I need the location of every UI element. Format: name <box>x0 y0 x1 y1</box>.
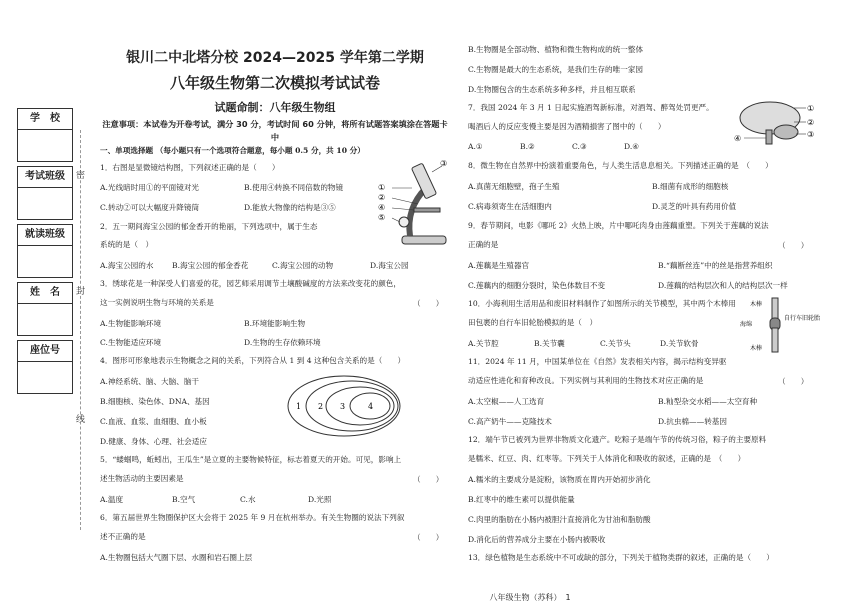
micro-label-2: ② <box>378 193 386 202</box>
question-3-line1: 3．绣球花是一种深受人们喜爱的花，园艺师采用调节土壤酸碱度的方法来改变花的颜色， <box>100 279 401 288</box>
q2-option-c: C.海宝公园的动物 <box>272 261 334 270</box>
seat-field[interactable] <box>17 361 73 394</box>
q11-option-a: A.太空椒——人工选育 <box>468 397 545 406</box>
q3-option-a: A.生物能影响环境 <box>100 319 162 328</box>
sidebar-label-exam-class: 考试班级 <box>17 166 73 188</box>
micro-label-3: ③ <box>440 159 448 168</box>
q6-option-c: C.生物圈是最大的生态系统，是我们生存的唯一家园 <box>468 65 644 74</box>
exam-notice: 注意事项：本试卷为开卷考试，满分 30 分，考试时间 60 分钟，将所有试题答案填涂在答题卡中 <box>102 119 448 142</box>
q6-option-b: B.生物圈是全部动物、植物和微生物构成的统一整体 <box>468 45 644 54</box>
question-7-line1: 7．我国 2024 年 3 月 1 日起实施酒驾新标准，对酒驾、醉驾处罚更严。 <box>468 103 714 112</box>
q12-option-d: D.消化后的营养成分主要在小肠内被吸收 <box>468 535 606 544</box>
question-6-line1: 6．第五届世界生物圈保护区大会将于 2025 年 9 月在杭州举办。有关生物圈的说法下列叙 <box>100 513 405 522</box>
seal-line <box>80 130 81 530</box>
sidebar-label-seat: 座位号 <box>17 340 73 362</box>
sidebar-label-name: 姓 名 <box>17 282 73 304</box>
question-1: 1．右图是显微镜结构图，下列叙述正确的是（ ） <box>100 163 280 172</box>
brain-label-1: ① <box>807 104 815 113</box>
sidebar-label-school: 学 校 <box>17 108 73 130</box>
q7-option-a: A.① <box>468 142 483 151</box>
q8-option-a: A.真菌无细胞壁，孢子生殖 <box>468 182 560 191</box>
q6-option-d: D.生物圈包含的生态系统多种多样，并且相互联系 <box>468 85 636 94</box>
sidebar-label-class: 就读班级 <box>17 224 73 246</box>
circle-label-2: 2 <box>318 402 324 411</box>
question-12-line2: 是糯米、红豆、肉、红枣等。下列关于人体消化和吸收的叙述，正确的是 （ ） <box>468 454 746 463</box>
q4-option-a: A.神经系统、脑、大脑、脑干 <box>100 377 200 386</box>
joint-label-stick-bottom: 木棒 <box>750 345 763 352</box>
section-title: 一、单项选择题 （每小题只有一个选项符合题意，每小题 0.5 分，共 10 分） <box>100 146 365 155</box>
q3-option-b: B.环境能影响生物 <box>244 319 306 328</box>
q5-option-c: C.水 <box>240 495 256 504</box>
q8-option-b: B.细菌有成形的细胞核 <box>652 182 729 191</box>
seal-char-mi: 密 <box>76 171 86 181</box>
circle-label-1: 1 <box>296 402 302 411</box>
q10-option-b: B.关节囊 <box>534 339 565 348</box>
question-10-line1: 10．小海利用生活用品和废旧材料制作了如图所示的关节模型，其中两个木棒用 <box>468 299 736 308</box>
exam-author: 试题命制：八年级生物组 <box>214 101 336 114</box>
question-5-line2: 述生物活动的主要因素是 <box>100 474 184 483</box>
q10-option-c: C.关节头 <box>600 339 631 348</box>
question-11-line2: 动适应性进化和育种改良。下列实例与其利用的生物技术对应正确的是 <box>468 376 704 385</box>
question-3-line2: 这一实例说明生物与环境的关系是 <box>100 298 214 307</box>
joint-model-figure <box>740 296 820 356</box>
q7-option-d: D.④ <box>624 142 640 151</box>
question-9-line2: 正确的是 <box>468 240 499 249</box>
nested-circles-figure <box>286 374 402 438</box>
q5-answer-paren: （ ） <box>413 475 444 484</box>
q3-option-c: C.生物能适应环境 <box>100 338 162 347</box>
page-footer: 八年级生物（苏科） 1 <box>489 593 571 602</box>
question-13: 13．绿色植物是生态系统中不可或缺的部分，下列关于植物类群的叙述，正确的是（ ） <box>468 553 774 562</box>
q12-option-b: B.红枣中的维生素可以提供能量 <box>468 495 575 504</box>
micro-label-4: ④ <box>378 203 386 212</box>
question-6-line2: 述不正确的是 <box>100 532 146 541</box>
q5-option-d: D.光照 <box>308 495 332 504</box>
q9-option-d: D.莲藕的结构层次和人的结构层次一样 <box>658 281 788 290</box>
joint-label-tire: 自行车旧轮胎 <box>784 315 820 322</box>
q11-option-c: C.高产奶牛——克隆技术 <box>468 417 552 426</box>
seal-char-feng: 封 <box>76 287 86 297</box>
q1-option-d: D.能放大物像的结构是③⑤ <box>244 203 336 212</box>
joint-label-sponge: 海绵 <box>740 321 753 328</box>
brain-label-3: ③ <box>807 130 815 139</box>
q11-option-b: B.籼型杂交水稻——太空育种 <box>658 397 758 406</box>
q3-answer-paren: （ ） <box>413 299 444 308</box>
question-2-line2: 系统的是（ ） <box>100 240 154 249</box>
circle-label-4: 4 <box>368 402 374 411</box>
question-5-line1: 5．“蝼蝈鸣，蚯蚓出，王瓜生”是立夏的主要物候特征，标志着夏天的开始。可见，影响上 <box>100 455 402 464</box>
q1-option-b: B.使用④转换不同倍数的物镜 <box>244 183 344 192</box>
question-12-line1: 12．端午节已被列为世界非物质文化遗产。吃粽子是端午节的传统习俗，粽子的主要原料 <box>468 435 767 444</box>
brain-label-4: ④ <box>734 134 742 143</box>
question-7-line2: 喝酒后人的反应变慢主要是因为酒精損害了图中的（ ） <box>468 122 666 131</box>
q9-option-b: B.“藕断丝连”中的丝是指营养组织 <box>658 261 773 270</box>
q12-option-c: C.肉里的脂肪在小肠内被胆汁直接消化为甘油和脂肪酸 <box>468 515 651 524</box>
q7-option-b: B.② <box>520 142 535 151</box>
q12-option-a: A.糯米的主要成分是淀粉，该物质在胃内开始初步消化 <box>468 475 651 484</box>
class-field[interactable] <box>17 245 73 278</box>
exam-title-school: 银川二中北塔分校 2024—2025 学年第二学期 <box>126 50 424 66</box>
exam-class-field[interactable] <box>17 187 73 220</box>
q8-option-c: C.病毒须寄生在活细胞内 <box>468 202 552 211</box>
q6-option-a: A.生物圈包括大气圈下层、水圈和岩石圈上层 <box>100 553 253 562</box>
q5-option-a: A.温度 <box>100 495 124 504</box>
question-2-line1: 2．五一期间海宝公园的郁金香开的艳丽，下列选项中，属于生态 <box>100 222 318 231</box>
micro-label-1: ① <box>378 183 386 192</box>
q8-option-d: D.灵芝的叶具有药用价值 <box>652 202 737 211</box>
q9-option-a: A.莲藕是生殖器官 <box>468 261 530 270</box>
school-field[interactable] <box>17 129 73 162</box>
seal-char-xian: 线 <box>76 415 86 425</box>
q1-option-a: A.光线暗时用①的平面镜对光 <box>100 183 200 192</box>
q11-option-d: D.抗虫棉——转基因 <box>658 417 727 426</box>
q4-option-b: B.细胞核、染色体、DNA、基因 <box>100 397 210 406</box>
q10-option-a: A.关节腔 <box>468 339 499 348</box>
question-4: 4．图形可形象地表示生物概念之间的关系，下列符合从 1 到 4 这种包含关系的是（ ） <box>100 356 406 365</box>
brain-label-2: ② <box>807 118 815 127</box>
q11-answer-paren: （ ） <box>778 377 809 386</box>
q3-option-d: D.生物的生存依赖环境 <box>244 338 321 347</box>
exam-title: 八年级生物第二次模拟考试试卷 <box>169 74 380 92</box>
question-10-line2: 田包裹的自行车旧轮胎模拟的是（ ） <box>468 318 598 327</box>
q9-option-c: C.莲藕内的细胞分裂时，染色体数目不变 <box>468 281 606 290</box>
question-9-line1: 9．春节期间，电影《哪吒 2》火热上映，片中哪吒肉身由莲藕重塑。下列关于莲藕的说法 <box>468 221 769 230</box>
q2-option-b: B.海宝公园的郁金香花 <box>172 261 249 270</box>
q10-option-d: D.关节软骨 <box>660 339 699 348</box>
q6-answer-paren: （ ） <box>413 533 444 542</box>
name-field[interactable] <box>17 303 73 336</box>
q4-option-d: D.健康、身体、心理、社会适应 <box>100 437 207 446</box>
q5-option-b: B.空气 <box>172 495 196 504</box>
microscope-figure <box>370 158 456 250</box>
q4-option-c: C.血液、血浆、血细胞、血小板 <box>100 417 207 426</box>
q7-option-c: C.③ <box>572 142 587 151</box>
micro-label-5: ⑤ <box>378 213 386 222</box>
q2-option-d: D.海宝公园 <box>370 261 409 270</box>
q1-option-c: C.转动②可以大幅度升降镜筒 <box>100 203 200 212</box>
q9-answer-paren: （ ） <box>778 241 809 250</box>
brain-figure <box>732 98 818 148</box>
joint-label-stick-top: 木棒 <box>750 301 763 308</box>
question-11-line1: 11．2024 年 11 月，中国某单位在《自然》发表相关内容，揭示结构变异驱 <box>468 357 727 366</box>
question-8: 8．微生物在自然界中扮演着重要角色，与人类生活息息相关。下列描述正确的是 （ ） <box>468 161 773 170</box>
circle-label-3: 3 <box>340 402 346 411</box>
q2-option-a: A.海宝公园的水 <box>100 261 154 270</box>
